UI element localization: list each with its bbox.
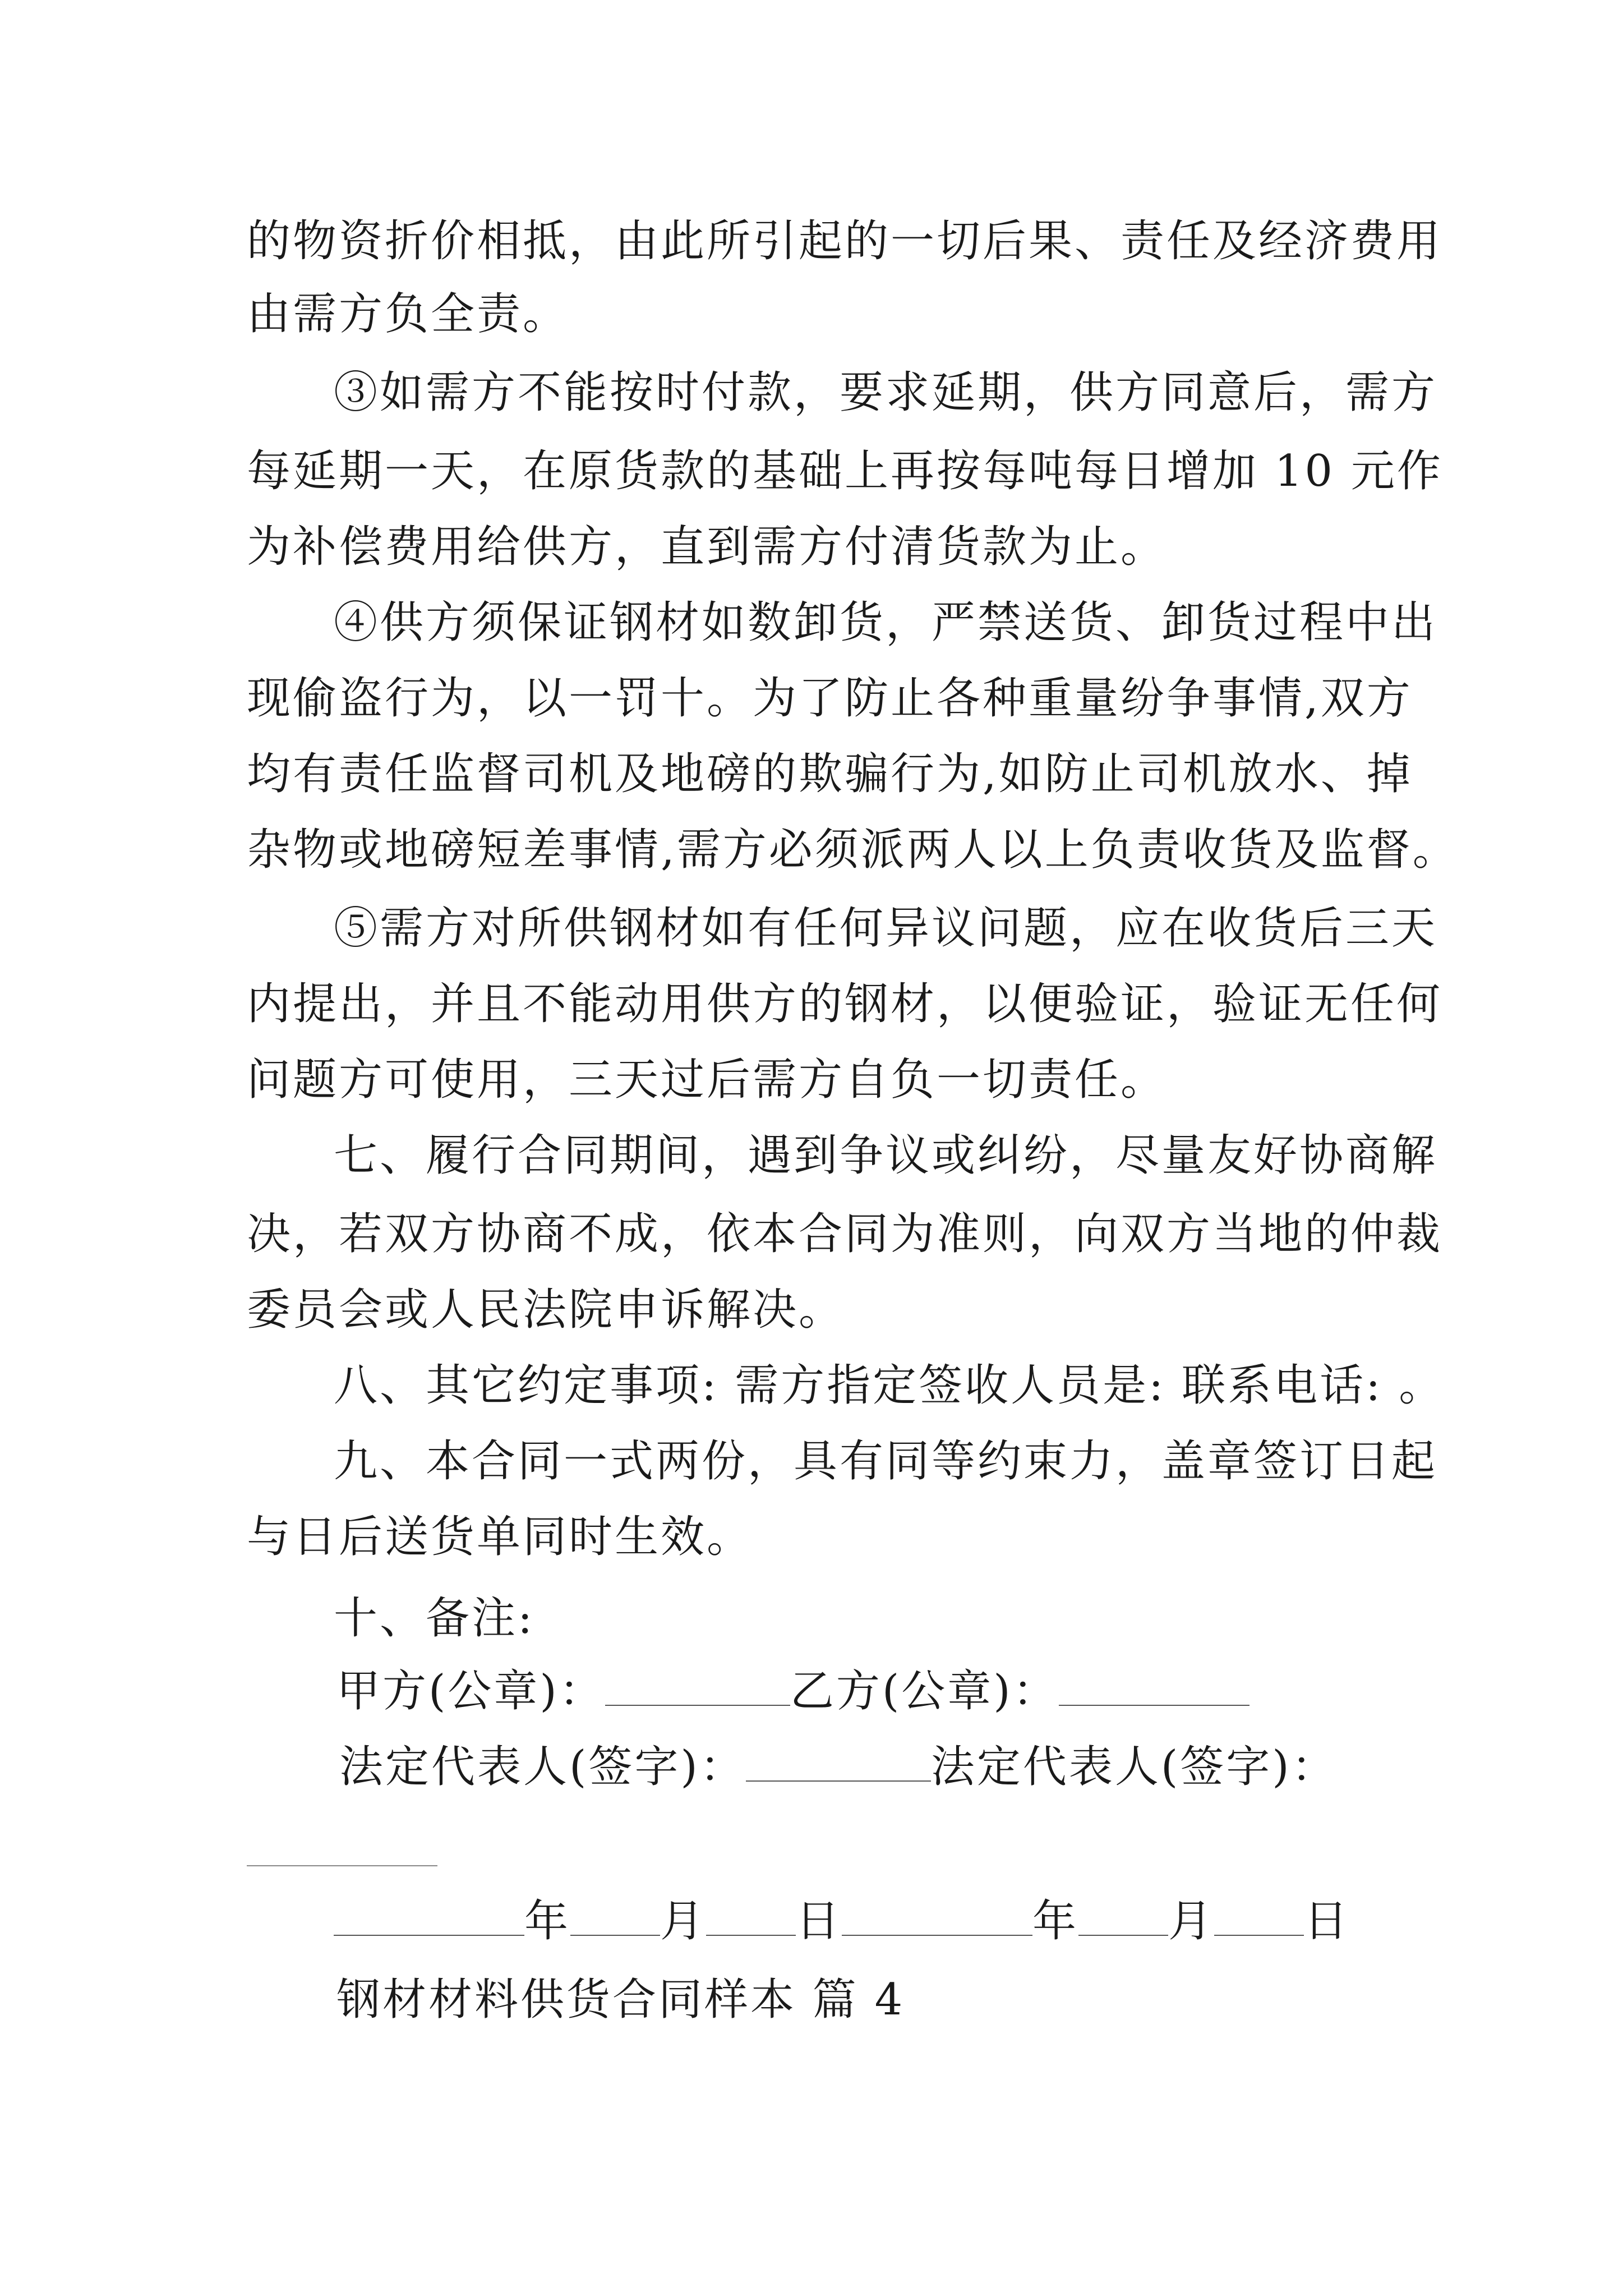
party-b-label: 乙方(公章)： [790, 1666, 1059, 1717]
wrap-blank-line [247, 1865, 437, 1866]
day-blank-2 [1214, 1895, 1304, 1936]
text-line: 均有责任监督司机及地磅的欺骗行为,如防止司机放水、掉 [247, 749, 1413, 799]
text-line: 问题方可使用，三天过后需方自负一切责任。 [247, 1055, 1167, 1105]
party-a-blank [605, 1665, 790, 1706]
month-blank-2 [1078, 1895, 1168, 1936]
text-line: 十、备注: [334, 1593, 535, 1644]
rep-a-label: 法定代表人(签字)： [339, 1742, 746, 1792]
text-line: 每延期一天，在原货款的基础上再按每吨每日增加 10 元作 [247, 446, 1443, 496]
month-blank [570, 1895, 660, 1936]
month-label-2: 月 [1168, 1896, 1215, 1947]
year-blank [334, 1895, 524, 1936]
text-line: 的物资折价相抵，由此所引起的一切后果、责任及经济费用 [247, 216, 1443, 266]
party-seal-row [336, 1663, 1249, 1719]
text-line: ③如需方不能按时付款，要求延期，供方同意后，需方 [334, 367, 1438, 418]
day-label: 日 [796, 1896, 842, 1947]
text-line: 现偷盗行为，以一罚十。为了防止各种重量纷争事情,双方 [247, 673, 1413, 724]
party-b-blank [1059, 1665, 1249, 1706]
day-blank [706, 1895, 796, 1936]
month-label: 月 [660, 1896, 707, 1947]
year-label: 年 [524, 1896, 571, 1947]
day-label-2: 日 [1304, 1896, 1350, 1947]
text-line: 委员会或人民法院申诉解决。 [247, 1285, 845, 1335]
text-line: 七、履行合同期间，遇到争议或纠纷，尽量友好协商解 [334, 1130, 1438, 1181]
text-line: 八、其它约定事项: 需方指定签收人员是: 联系电话: 。 [334, 1360, 1445, 1411]
text-line: 为补偿费用给供方，直到需方付清货款为止。 [247, 522, 1167, 572]
party-a-label: 甲方(公章)： [336, 1666, 605, 1717]
year-label-2: 年 [1032, 1896, 1079, 1947]
date-row [334, 1893, 1350, 1949]
text-line: 九、本合同一式两份，具有同等约束力，盖章签订日起 [334, 1436, 1438, 1487]
text-line: 决，若双方协商不成，依本合同为准则，向双方当地的仲裁 [247, 1209, 1443, 1259]
rep-b-label: 法定代表人(签字)： [930, 1742, 1338, 1792]
text-line: 内提出，并且不能动用供方的钢材，以便验证，验证无任何 [247, 979, 1443, 1029]
text-line: ⑤需方对所供钢材如有任何异议问题，应在收货后三天 [334, 903, 1438, 954]
text-line: 与日后送货单同时生效。 [247, 1512, 753, 1562]
rep-a-blank [746, 1741, 931, 1782]
representative-row [339, 1739, 1338, 1795]
text-line: 杂物或地磅短差事情,需方必须派两人以上负责收货及监督。 [247, 825, 1459, 875]
text-line: 由需方负全责。 [247, 289, 569, 339]
text-line: ④供方须保证钢材如数卸货，严禁送货、卸货过程中出 [334, 597, 1438, 648]
section-heading: 钢材材料供货合同样本 篇 4 [336, 1975, 905, 2025]
year-blank-2 [842, 1895, 1032, 1936]
